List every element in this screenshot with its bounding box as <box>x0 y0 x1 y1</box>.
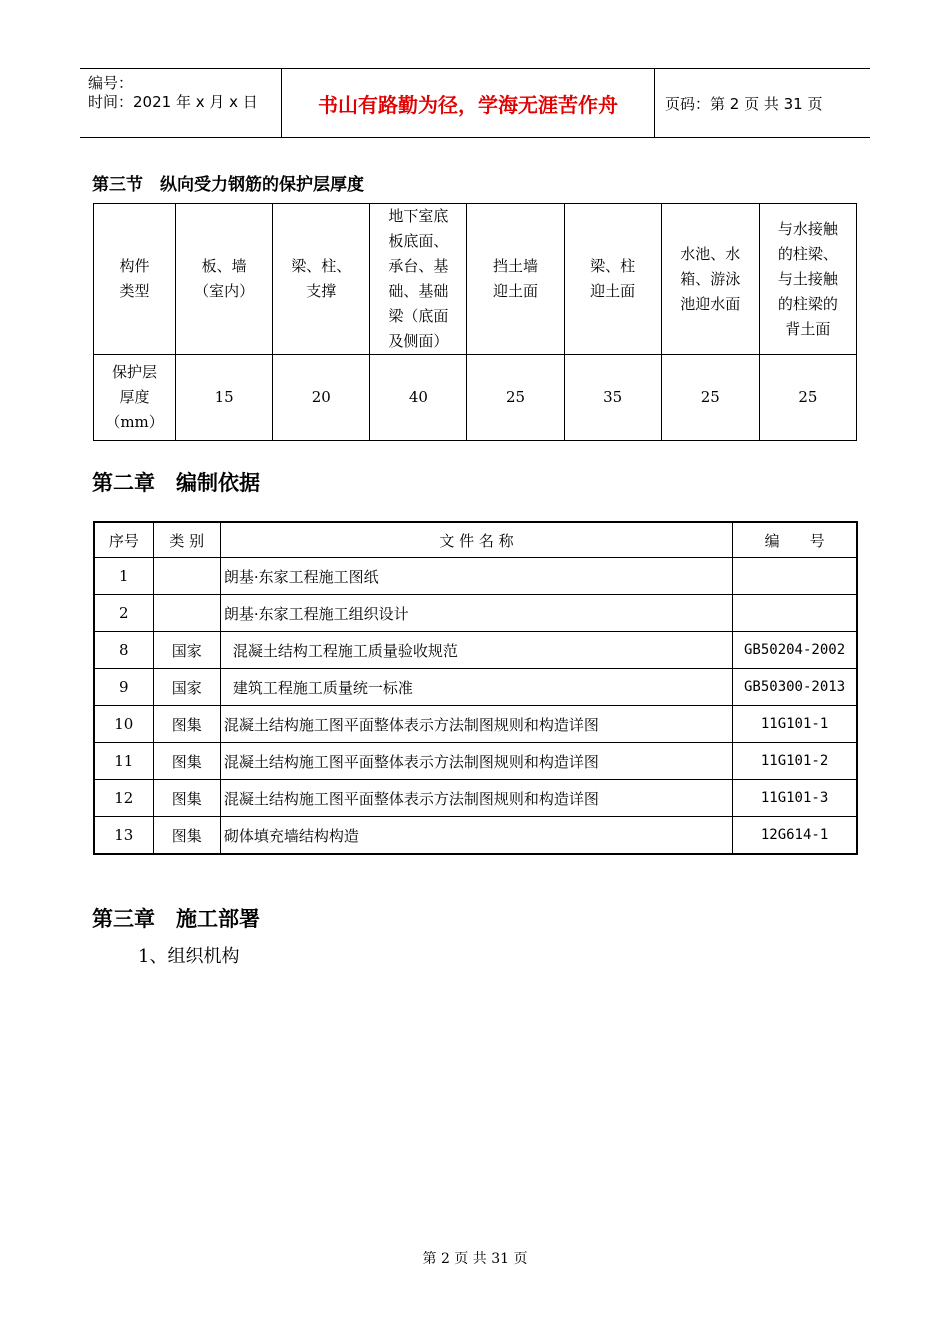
row-code: 11G101-2 <box>733 743 857 780</box>
page-header <box>80 68 870 138</box>
basis-header-no: 序号 <box>94 522 153 558</box>
header-motto-cell <box>281 69 655 137</box>
row-code: GB50204-2002 <box>733 632 857 669</box>
cover-table-header: 板、墙 （室内） <box>176 204 273 355</box>
row-name: 朗基·东家工程施工图纸 <box>220 558 732 595</box>
row-no: 12 <box>94 780 153 817</box>
header-time-label: 时间：2021 年 x 月 x 日 <box>88 93 258 111</box>
row-code: 11G101-1 <box>733 706 857 743</box>
basis-header-code: 编 号 <box>733 522 857 558</box>
chapter3-title: 第三章 施工部署 <box>92 907 260 931</box>
row-name: 砌体填充墙结构构造 <box>220 817 732 855</box>
basis-header-name: 文 件 名 称 <box>220 522 732 558</box>
section-title: 第三节 纵向受力钢筋的保护层厚度 <box>92 175 364 195</box>
cover-table-value: 25 <box>759 355 856 441</box>
cover-thickness-table <box>93 203 857 441</box>
table-row <box>94 780 857 817</box>
cover-table-value: 40 <box>370 355 467 441</box>
cover-table-header: 梁、柱、 支撑 <box>273 204 370 355</box>
page-footer: 第 2 页 共 31 页 <box>422 1251 528 1267</box>
row-no: 2 <box>94 595 153 632</box>
header-page-info: 页码：第 2 页 共 31 页 <box>665 94 823 113</box>
table-row <box>94 817 857 855</box>
header-number-label: 编号： <box>88 74 134 92</box>
cover-table-header-row <box>94 204 857 355</box>
row-no: 10 <box>94 706 153 743</box>
row-code <box>733 558 857 595</box>
table-row <box>94 743 857 780</box>
row-category <box>153 595 220 632</box>
row-name: 混凝土结构施工图平面整体表示方法制图规则和构造详图 <box>220 743 732 780</box>
cover-table-value: 15 <box>176 355 273 441</box>
row-category: 图集 <box>153 743 220 780</box>
header-motto: 书山有路勤为径，学海无涯苦作舟 <box>318 92 618 117</box>
row-code: 12G614-1 <box>733 817 857 855</box>
row-category: 图集 <box>153 706 220 743</box>
row-name: 朗基·东家工程施工组织设计 <box>220 595 732 632</box>
cover-table-row-label: 保护层 厚度 （mm） <box>94 355 176 441</box>
cover-table-value: 25 <box>661 355 759 441</box>
row-code: 11G101-3 <box>733 780 857 817</box>
row-name: 混凝土结构施工图平面整体表示方法制图规则和构造详图 <box>220 780 732 817</box>
row-category: 国家 <box>153 669 220 706</box>
basis-header-category: 类 别 <box>153 522 220 558</box>
row-no: 8 <box>94 632 153 669</box>
row-no: 11 <box>94 743 153 780</box>
cover-table-value: 20 <box>273 355 370 441</box>
table-row <box>94 558 857 595</box>
cover-table-header: 地下室底 板底面、 承台、基 础、基础 梁（底面 及侧面） <box>370 204 467 355</box>
row-category: 图集 <box>153 780 220 817</box>
row-no: 1 <box>94 558 153 595</box>
row-category: 图集 <box>153 817 220 855</box>
row-category <box>153 558 220 595</box>
basis-table-header-row <box>94 522 857 558</box>
row-name: 混凝土结构工程施工质量验收规范 <box>220 632 732 669</box>
row-code: GB50300-2013 <box>733 669 857 706</box>
row-no: 9 <box>94 669 153 706</box>
cover-table-header: 构件 类型 <box>94 204 176 355</box>
basis-table <box>93 521 858 855</box>
cover-table-header: 与水接触 的柱梁、 与土接触 的柱梁的 背土面 <box>759 204 856 355</box>
row-name: 混凝土结构施工图平面整体表示方法制图规则和构造详图 <box>220 706 732 743</box>
table-row <box>94 632 857 669</box>
cover-table-value-row <box>94 355 857 441</box>
row-name: 建筑工程施工质量统一标准 <box>220 669 732 706</box>
row-code <box>733 595 857 632</box>
row-category: 国家 <box>153 632 220 669</box>
table-row <box>94 595 857 632</box>
chapter2-title: 第二章 编制依据 <box>92 471 260 495</box>
header-meta <box>80 69 280 137</box>
cover-table-header: 梁、柱 迎土面 <box>564 204 661 355</box>
cover-table-value: 35 <box>564 355 661 441</box>
org-structure-item: 1、组织机构 <box>138 946 240 967</box>
table-row <box>94 706 857 743</box>
cover-table-value: 25 <box>467 355 564 441</box>
cover-table-header: 水池、水 箱、游泳 池迎水面 <box>661 204 759 355</box>
cover-table-header: 挡土墙 迎土面 <box>467 204 564 355</box>
table-row <box>94 669 857 706</box>
row-no: 13 <box>94 817 153 855</box>
